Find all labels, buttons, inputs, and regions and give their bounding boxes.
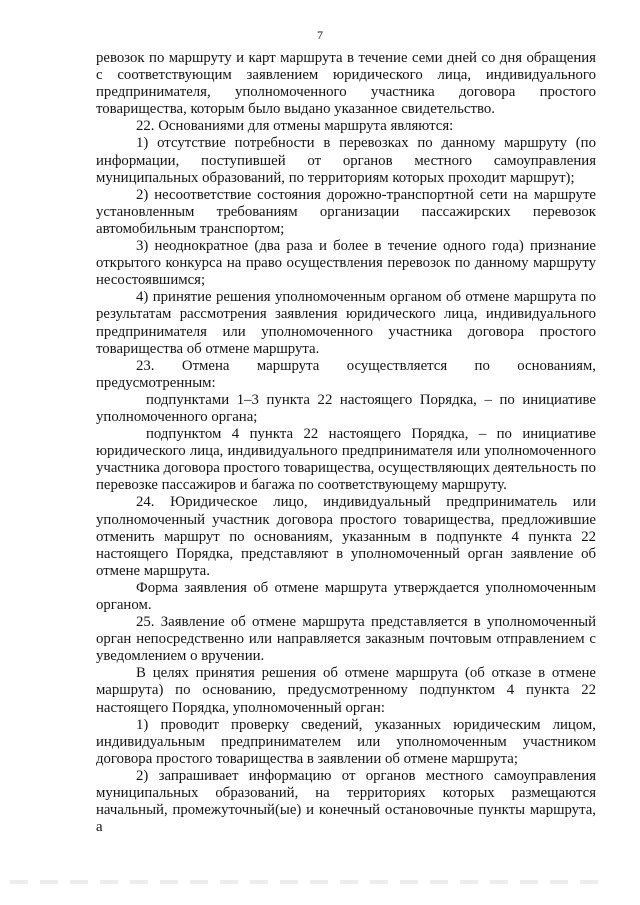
paragraph-22-item-1: 1) отсутствие потребности в перевозках по данному маршруту (по информации, поступившей от органов местного самоуправления муниципальных образований, по территориям которых проходит маршрут);	[96, 135, 596, 186]
paragraph-25-item-2: 2) запрашивает информацию от органов местного самоуправления муниципальных образований, на территориях которых размещаются начальный, промежуточный(ые) и конечный остановочные пункты маршрута, а	[96, 767, 596, 836]
paragraph-23: 23. Отмена маршрута осуществляется по основаниям, предусмотренным:	[96, 357, 596, 391]
paragraph-24-form: Форма заявления об отмене маршрута утверждается уполномоченным органом.	[96, 579, 596, 613]
paragraph-22-heading: 22. Основаниями для отмены маршрута являются:	[136, 118, 454, 135]
paragraph-23-sub-2: подпунктом 4 пункта 22 настоящего Порядка, – по инициативе юридического лица, индивидуального предпринимателя или уполномоченного участника договора простого товарищества, осуществляющих деятельность по перевозке пассажиров и багажа по соответствующему маршруту.	[96, 426, 596, 494]
document-body	[96, 50, 596, 836]
paragraph-continuation: ревозок по маршруту и карт маршрута в течение семи дней со дня обращения с соответствующим заявлением юридического лица, индивидуального предпринимателя, уполномоченного участника договора простого товарищества, которым было выдано указанное свидетельство.	[96, 50, 596, 118]
paragraph-22-item-3: 3) неоднократное (два раза и более в течение одного года) признание открытого конкурса на право осуществления перевозок по данному маршруту несостоявшимся;	[96, 238, 596, 289]
paragraph-25-item-1: 1) проводит проверку сведений, указанных юридическим лицом, индивидуальным предпринимателем или уполномоченным участником договора простого товарищества в заявлении об отмене маршрута;	[96, 716, 596, 767]
scan-artifact	[10, 880, 610, 884]
page-number: 7	[317, 28, 323, 42]
paragraph-23-sub-1: подпунктами 1–3 пункта 22 настоящего Порядка, – по инициативе уполномоченного органа;	[96, 391, 596, 425]
paragraph-25-purpose: В целях принятия решения об отмене маршрута (об отказе в отмене маршрута) по основанию, предусмотренному подпунктом 4 пункта 22 настоящего Порядка, уполномоченный орган:	[96, 665, 596, 716]
paragraph-22-item-4: 4) принятие решения уполномоченным органом об отмене маршрута по результатам рассмотрения заявления юридического лица, индивидуального предпринимателя или уполномоченного участника договора простого товарищества об отмене маршрута.	[96, 289, 596, 357]
paragraph-25: 25. Заявление об отмене маршрута представляется в уполномоченный орган непосредственно или направляется заказным почтовым отправлением с уведомлением о вручении.	[96, 614, 596, 665]
paragraph-24: 24. Юридическое лицо, индивидуальный предприниматель или уполномоченный участник договора простого товарищества, предложившие отменить маршрут по основаниям, указанным в подпункте 4 пункта 22 настоящего Порядка, представляют в уполномоченный орган заявление об отмене маршрута.	[96, 494, 596, 579]
paragraph-22-item-2: 2) несоответствие состояния дорожно-транспортной сети на маршруте установленным требованиям организации пассажирских перевозок автомобильным транспортом;	[96, 186, 596, 237]
